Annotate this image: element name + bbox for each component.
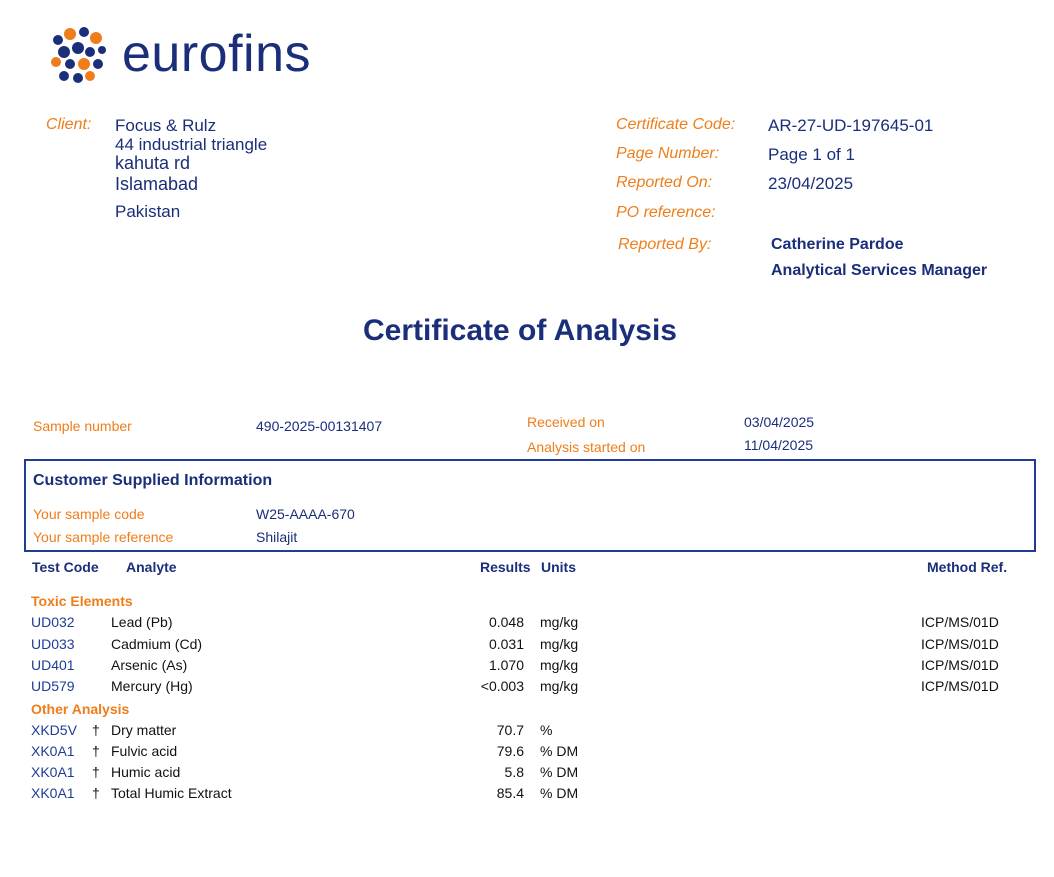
- reported-on-label: Reported On:: [616, 174, 713, 191]
- analyte: Mercury (Hg): [111, 678, 193, 694]
- sample-reference-value: Shilajit: [256, 529, 298, 545]
- client-city: Islamabad: [115, 174, 199, 194]
- reported-on-value: 23/04/2025: [768, 174, 854, 193]
- unit: mg/kg: [540, 614, 579, 630]
- sample-number-label: Sample number: [33, 418, 132, 434]
- reported-by-label: Reported By:: [618, 236, 712, 253]
- client-country: Pakistan: [115, 202, 181, 221]
- molecule-icon: [50, 26, 110, 86]
- result: 79.6: [496, 743, 524, 759]
- analyte: Arsenic (As): [111, 657, 188, 673]
- unit: % DM: [540, 764, 579, 780]
- result: 85.4: [496, 785, 524, 801]
- accreditation-dagger: †: [92, 743, 100, 759]
- client-address-line2: kahuta rd: [115, 153, 191, 173]
- method-ref: ICP/MS/01D: [921, 678, 999, 694]
- result: 0.031: [488, 636, 524, 652]
- method-ref: ICP/MS/01D: [921, 657, 999, 673]
- analyte: Cadmium (Cd): [111, 636, 203, 652]
- page-number-value: Page 1 of 1: [768, 145, 855, 164]
- result: 0.048: [488, 614, 524, 630]
- method-ref: ICP/MS/01D: [921, 614, 999, 630]
- method-ref: ICP/MS/01D: [921, 636, 999, 652]
- sample-code-label: Your sample code: [33, 506, 145, 522]
- sample-number-value: 490-2025-00131407: [256, 418, 383, 434]
- test-code: UD033: [31, 636, 75, 652]
- client-address-line1: 44 industrial triangle: [115, 135, 268, 154]
- test-code: XK0A1: [31, 743, 75, 759]
- unit: % DM: [540, 785, 579, 801]
- result: <0.003: [480, 678, 524, 694]
- result: 5.8: [504, 764, 524, 780]
- received-on-label: Received on: [527, 414, 605, 430]
- analysis-started-value: 11/04/2025: [744, 437, 814, 453]
- section-toxic-elements: Toxic Elements: [31, 593, 133, 609]
- accreditation-dagger: †: [92, 764, 100, 780]
- unit: mg/kg: [540, 678, 579, 694]
- reported-by-name: Catherine Pardoe: [771, 236, 904, 253]
- header-analyte: Analyte: [126, 559, 177, 575]
- brand-name: eurofins: [122, 25, 311, 83]
- unit: % DM: [540, 743, 579, 759]
- po-reference-label: PO reference:: [616, 204, 716, 221]
- certificate-code-label: Certificate Code:: [616, 116, 736, 133]
- document-title: Certificate of Analysis: [363, 314, 677, 347]
- analyte: Humic acid: [111, 764, 181, 780]
- unit: mg/kg: [540, 657, 579, 673]
- test-code: UD401: [31, 657, 75, 673]
- header-method-ref: Method Ref.: [927, 559, 1008, 575]
- reported-by-title: Analytical Services Manager: [771, 262, 988, 279]
- accreditation-dagger: †: [92, 722, 100, 738]
- test-code: UD579: [31, 678, 75, 694]
- sample-code-value: W25-AAAA-670: [256, 506, 355, 522]
- client-name: Focus & Rulz: [115, 116, 217, 135]
- certificate-code-value: AR-27-UD-197645-01: [768, 116, 934, 135]
- page-number-label: Page Number:: [616, 145, 720, 162]
- unit: %: [540, 722, 553, 738]
- sample-reference-label: Your sample reference: [33, 529, 174, 545]
- accreditation-dagger: †: [92, 785, 100, 801]
- analyte: Dry matter: [111, 722, 177, 738]
- section-other-analysis: Other Analysis: [31, 701, 130, 717]
- test-code: UD032: [31, 614, 75, 630]
- test-code: XKD5V: [31, 722, 77, 738]
- header-results: Results: [480, 559, 531, 575]
- analyte: Fulvic acid: [111, 743, 178, 759]
- header-units: Units: [541, 559, 576, 575]
- test-code: XK0A1: [31, 764, 75, 780]
- result: 70.7: [496, 722, 524, 738]
- analyte: Total Humic Extract: [111, 785, 232, 801]
- received-on-value: 03/04/2025: [744, 414, 815, 430]
- customer-info-heading: Customer Supplied Information: [33, 472, 273, 489]
- result: 1.070: [488, 657, 524, 673]
- unit: mg/kg: [540, 636, 579, 652]
- header-test-code: Test Code: [32, 559, 99, 575]
- test-code: XK0A1: [31, 785, 75, 801]
- client-label: Client:: [46, 116, 92, 133]
- analyte: Lead (Pb): [111, 614, 173, 630]
- eurofins-logo: [50, 26, 350, 86]
- analysis-started-label: Analysis started on: [527, 439, 646, 455]
